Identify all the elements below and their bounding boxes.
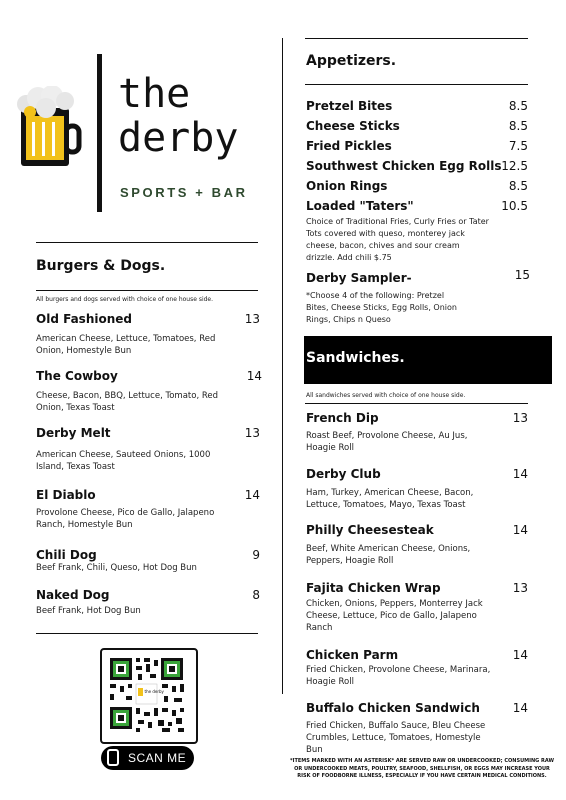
menu-item-price: 12.5	[501, 159, 528, 173]
divider	[36, 290, 258, 291]
menu-item-desc: Fried Chicken, Buffalo Sauce, Bleu Cheese Crumbles, Lettuce, Tomatoes, Homestyle Bun	[306, 721, 486, 755]
beer-mug-icon	[16, 86, 82, 168]
menu-item-desc: American Cheese, Sauteed Onions, 1000 Island, Texas Toast	[36, 450, 211, 472]
menu-item-price: 14	[244, 488, 260, 502]
menu-item-price: 13	[512, 411, 528, 425]
appetizers-title: Appetizers.	[306, 53, 397, 69]
menu-item-name: Fajita Chicken Wrap	[306, 581, 441, 595]
menu-item-price: 14	[512, 648, 528, 662]
menu-item-name: Naked Dog	[36, 588, 110, 602]
brand-tagline: SPORTS + BAR	[120, 185, 248, 200]
menu-item-name: Philly Cheesesteak	[306, 523, 434, 537]
burgers-note: All burgers and dogs served with choice of one house side.	[36, 296, 214, 303]
menu-item-name: Southwest Chicken Egg Rolls	[306, 159, 502, 173]
menu-item-price: 8.5	[508, 99, 528, 113]
menu-item-name: Chicken Parm	[306, 648, 399, 662]
menu-item-price: 8.5	[508, 179, 528, 193]
menu-item-desc: Beef, White American Cheese, Onions, Peppers, Hoagie Roll	[306, 544, 471, 566]
menu-item-desc: Fried Chicken, Provolone Cheese, Marinara, Hoagie Roll	[306, 665, 491, 687]
menu-item-price: 14	[246, 369, 262, 383]
food-safety-disclaimer: *ITEMS MARKED WITH AN ASTERISK* ARE SERVED RAW OR UNDERCOOKED; CONSUMING RAW OR UNDERCOOKED MEATS, POULTRY, SEAFOOD, SHELLFISH, OR EGGS MAY INCREASE YOUR RISK OF FOODBORNE ILLNESS, ESPECIALLY IF YOU HAVE CERTAIN MEDICAL CONDITIONS.	[290, 758, 555, 779]
logo-divider	[97, 54, 102, 212]
sandwiches-note: All sandwiches served with choice of one house side.	[306, 392, 466, 399]
burgers-title: Burgers & Dogs.	[36, 258, 166, 274]
menu-item-name: Buffalo Chicken Sandwich	[306, 701, 480, 715]
menu-item-desc: Beef Frank, Hot Dog Bun	[36, 606, 141, 616]
menu-item-price: 9	[252, 548, 260, 562]
qr-code[interactable]	[100, 648, 198, 744]
menu-item-name: Pretzel Bites	[306, 99, 393, 113]
menu-item-desc: *Choose 4 of the following: Pretzel Bites, Cheese Sticks, Egg Rolls, Onion Rings, Chips n Queso	[306, 291, 457, 324]
qr-code-pattern	[102, 650, 191, 737]
qr-center-label: the derby	[144, 689, 164, 694]
menu-item-name: Cheese Sticks	[306, 119, 400, 133]
menu-item-name: Derby Club	[306, 467, 381, 481]
phone-icon	[107, 749, 119, 766]
divider	[305, 403, 528, 404]
menu-item-name: Derby Melt	[36, 426, 111, 440]
menu-item-desc: Choice of Traditional Fries, Curly Fries or Tater Tots covered with queso, monterey jack cheese, bacon, chives and sour cream drizzle. Add chili $.75	[306, 217, 489, 262]
menu-item-price: 13	[244, 312, 260, 326]
brand-line-2: derby	[118, 115, 239, 161]
menu-item-name: Derby Sampler-	[306, 271, 412, 285]
menu-item-desc: Ham, Turkey, American Cheese, Bacon, Lettuce, Tomatoes, Mayo, Texas Toast	[306, 488, 474, 510]
menu-item-desc: Cheese, Bacon, BBQ, Lettuce, Tomato, Red Onion, Texas Toast	[36, 391, 219, 413]
menu-item-price: 13	[244, 426, 260, 440]
menu-item-desc: Chicken, Onions, Peppers, Monterrey Jack Cheese, Lettuce, Pico de Gallo, Jalapeno Ranch	[306, 599, 483, 633]
menu-item-name: French Dip	[306, 411, 379, 425]
menu-item-desc: Roast Beef, Provolone Cheese, Au Jus, Hoagie Roll	[306, 431, 468, 453]
menu-item-price: 13	[512, 581, 528, 595]
divider	[305, 38, 528, 39]
menu-item-price: 14	[512, 467, 528, 481]
menu-item-name: Loaded "Taters"	[306, 199, 414, 213]
divider	[36, 242, 258, 243]
menu-item-price: 15	[514, 268, 530, 282]
brand-line-1: the	[118, 71, 191, 117]
divider	[36, 633, 258, 634]
column-divider	[282, 38, 283, 694]
menu-item-name: Onion Rings	[306, 179, 388, 193]
menu-item-desc: American Cheese, Lettuce, Tomatoes, Red Onion, Homestyle Bun	[36, 334, 216, 356]
divider	[305, 84, 528, 85]
menu-item-name: El Diablo	[36, 488, 96, 502]
menu-item-name: Old Fashioned	[36, 312, 132, 326]
menu-item-name: The Cowboy	[36, 369, 118, 383]
menu-item-price: 8.5	[508, 119, 528, 133]
menu-item-price: 8	[252, 588, 260, 602]
menu-item-desc: Beef Frank, Chili, Queso, Hot Dog Bun	[36, 563, 197, 573]
scan-me-label: SCAN ME	[128, 751, 187, 765]
menu-item-price: 7.5	[508, 139, 528, 153]
menu-item-price: 14	[512, 523, 528, 537]
menu-item-name: Fried Pickles	[306, 139, 392, 153]
menu-item-price: 10.5	[501, 199, 528, 213]
menu-item-price: 14	[512, 701, 528, 715]
sandwiches-title: Sandwiches.	[306, 350, 405, 366]
menu-item-name: Chili Dog	[36, 548, 97, 562]
menu-item-desc: Provolone Cheese, Pico de Gallo, Jalapeno Ranch, Homestyle Bun	[36, 508, 215, 530]
